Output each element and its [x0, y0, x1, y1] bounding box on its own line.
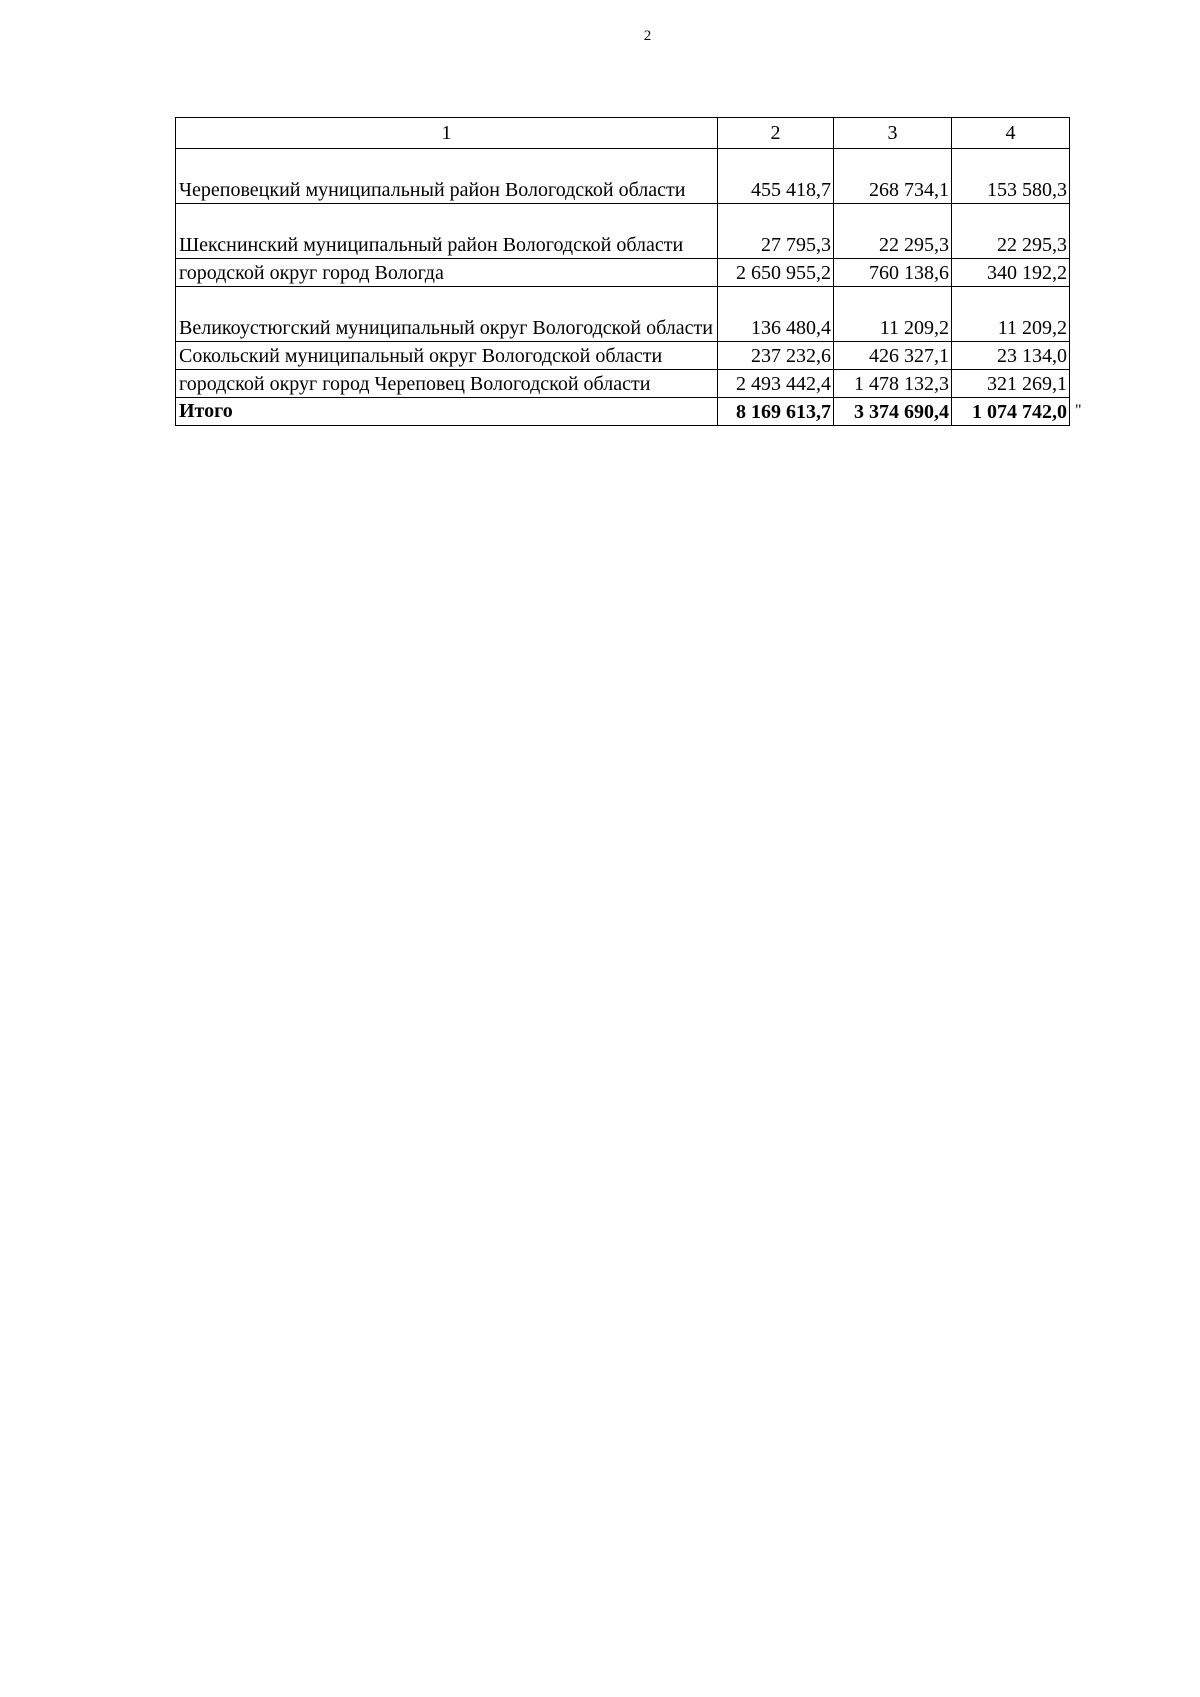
- value-cell: 455 418,7: [718, 149, 834, 204]
- total-value-cell: 8 169 613,7: [718, 398, 834, 426]
- value-cell: 340 192,2: [952, 259, 1070, 287]
- value-cell: 2 493 442,4: [718, 370, 834, 398]
- total-value-cell: 3 374 690,4: [834, 398, 952, 426]
- value-cell: 22 295,3: [834, 204, 952, 259]
- row-name-cell: Шекснинский муниципальный район Вологодской области: [176, 204, 718, 259]
- header-cell: 2: [718, 118, 834, 149]
- total-value-cell: 1 074 742,0: [952, 398, 1070, 426]
- value-cell: 760 138,6: [834, 259, 952, 287]
- table-row: [176, 287, 1070, 342]
- row-name-cell: Череповецкий муниципальный район Вологодской области: [176, 149, 718, 204]
- total-label-cell: Итого: [176, 398, 718, 426]
- table-row: [176, 259, 1070, 287]
- header-cell: 1: [176, 118, 718, 149]
- value-cell: 2 650 955,2: [718, 259, 834, 287]
- row-name-cell: городской округ город Вологда: [176, 259, 718, 287]
- value-cell: 11 209,2: [952, 287, 1070, 342]
- value-cell: 268 734,1: [834, 149, 952, 204]
- value-cell: 321 269,1: [952, 370, 1070, 398]
- table-row: [176, 204, 1070, 259]
- value-cell: 11 209,2: [834, 287, 952, 342]
- header-cell: 3: [834, 118, 952, 149]
- value-cell: 426 327,1: [834, 342, 952, 370]
- value-cell: 237 232,6: [718, 342, 834, 370]
- total-row: [176, 398, 1070, 426]
- row-name-cell: Великоустюгский муниципальный округ Вологодской области: [176, 287, 718, 342]
- data-table-container: [175, 117, 1070, 426]
- table-row: [176, 370, 1070, 398]
- table-row: [176, 149, 1070, 204]
- value-cell: 23 134,0: [952, 342, 1070, 370]
- value-cell: 1 478 132,3: [834, 370, 952, 398]
- value-cell: 153 580,3: [952, 149, 1070, 204]
- closing-quote: ": [1075, 402, 1082, 419]
- row-name-cell: городской округ город Череповец Вологодской области: [176, 370, 718, 398]
- table-header-row: [176, 118, 1070, 149]
- page-number: 2: [643, 28, 652, 44]
- value-cell: 22 295,3: [952, 204, 1070, 259]
- header-cell: 4: [952, 118, 1070, 149]
- row-name-cell: Сокольский муниципальный округ Вологодской области: [176, 342, 718, 370]
- budget-table: [175, 117, 1070, 426]
- table-row: [176, 342, 1070, 370]
- value-cell: 136 480,4: [718, 287, 834, 342]
- value-cell: 27 795,3: [718, 204, 834, 259]
